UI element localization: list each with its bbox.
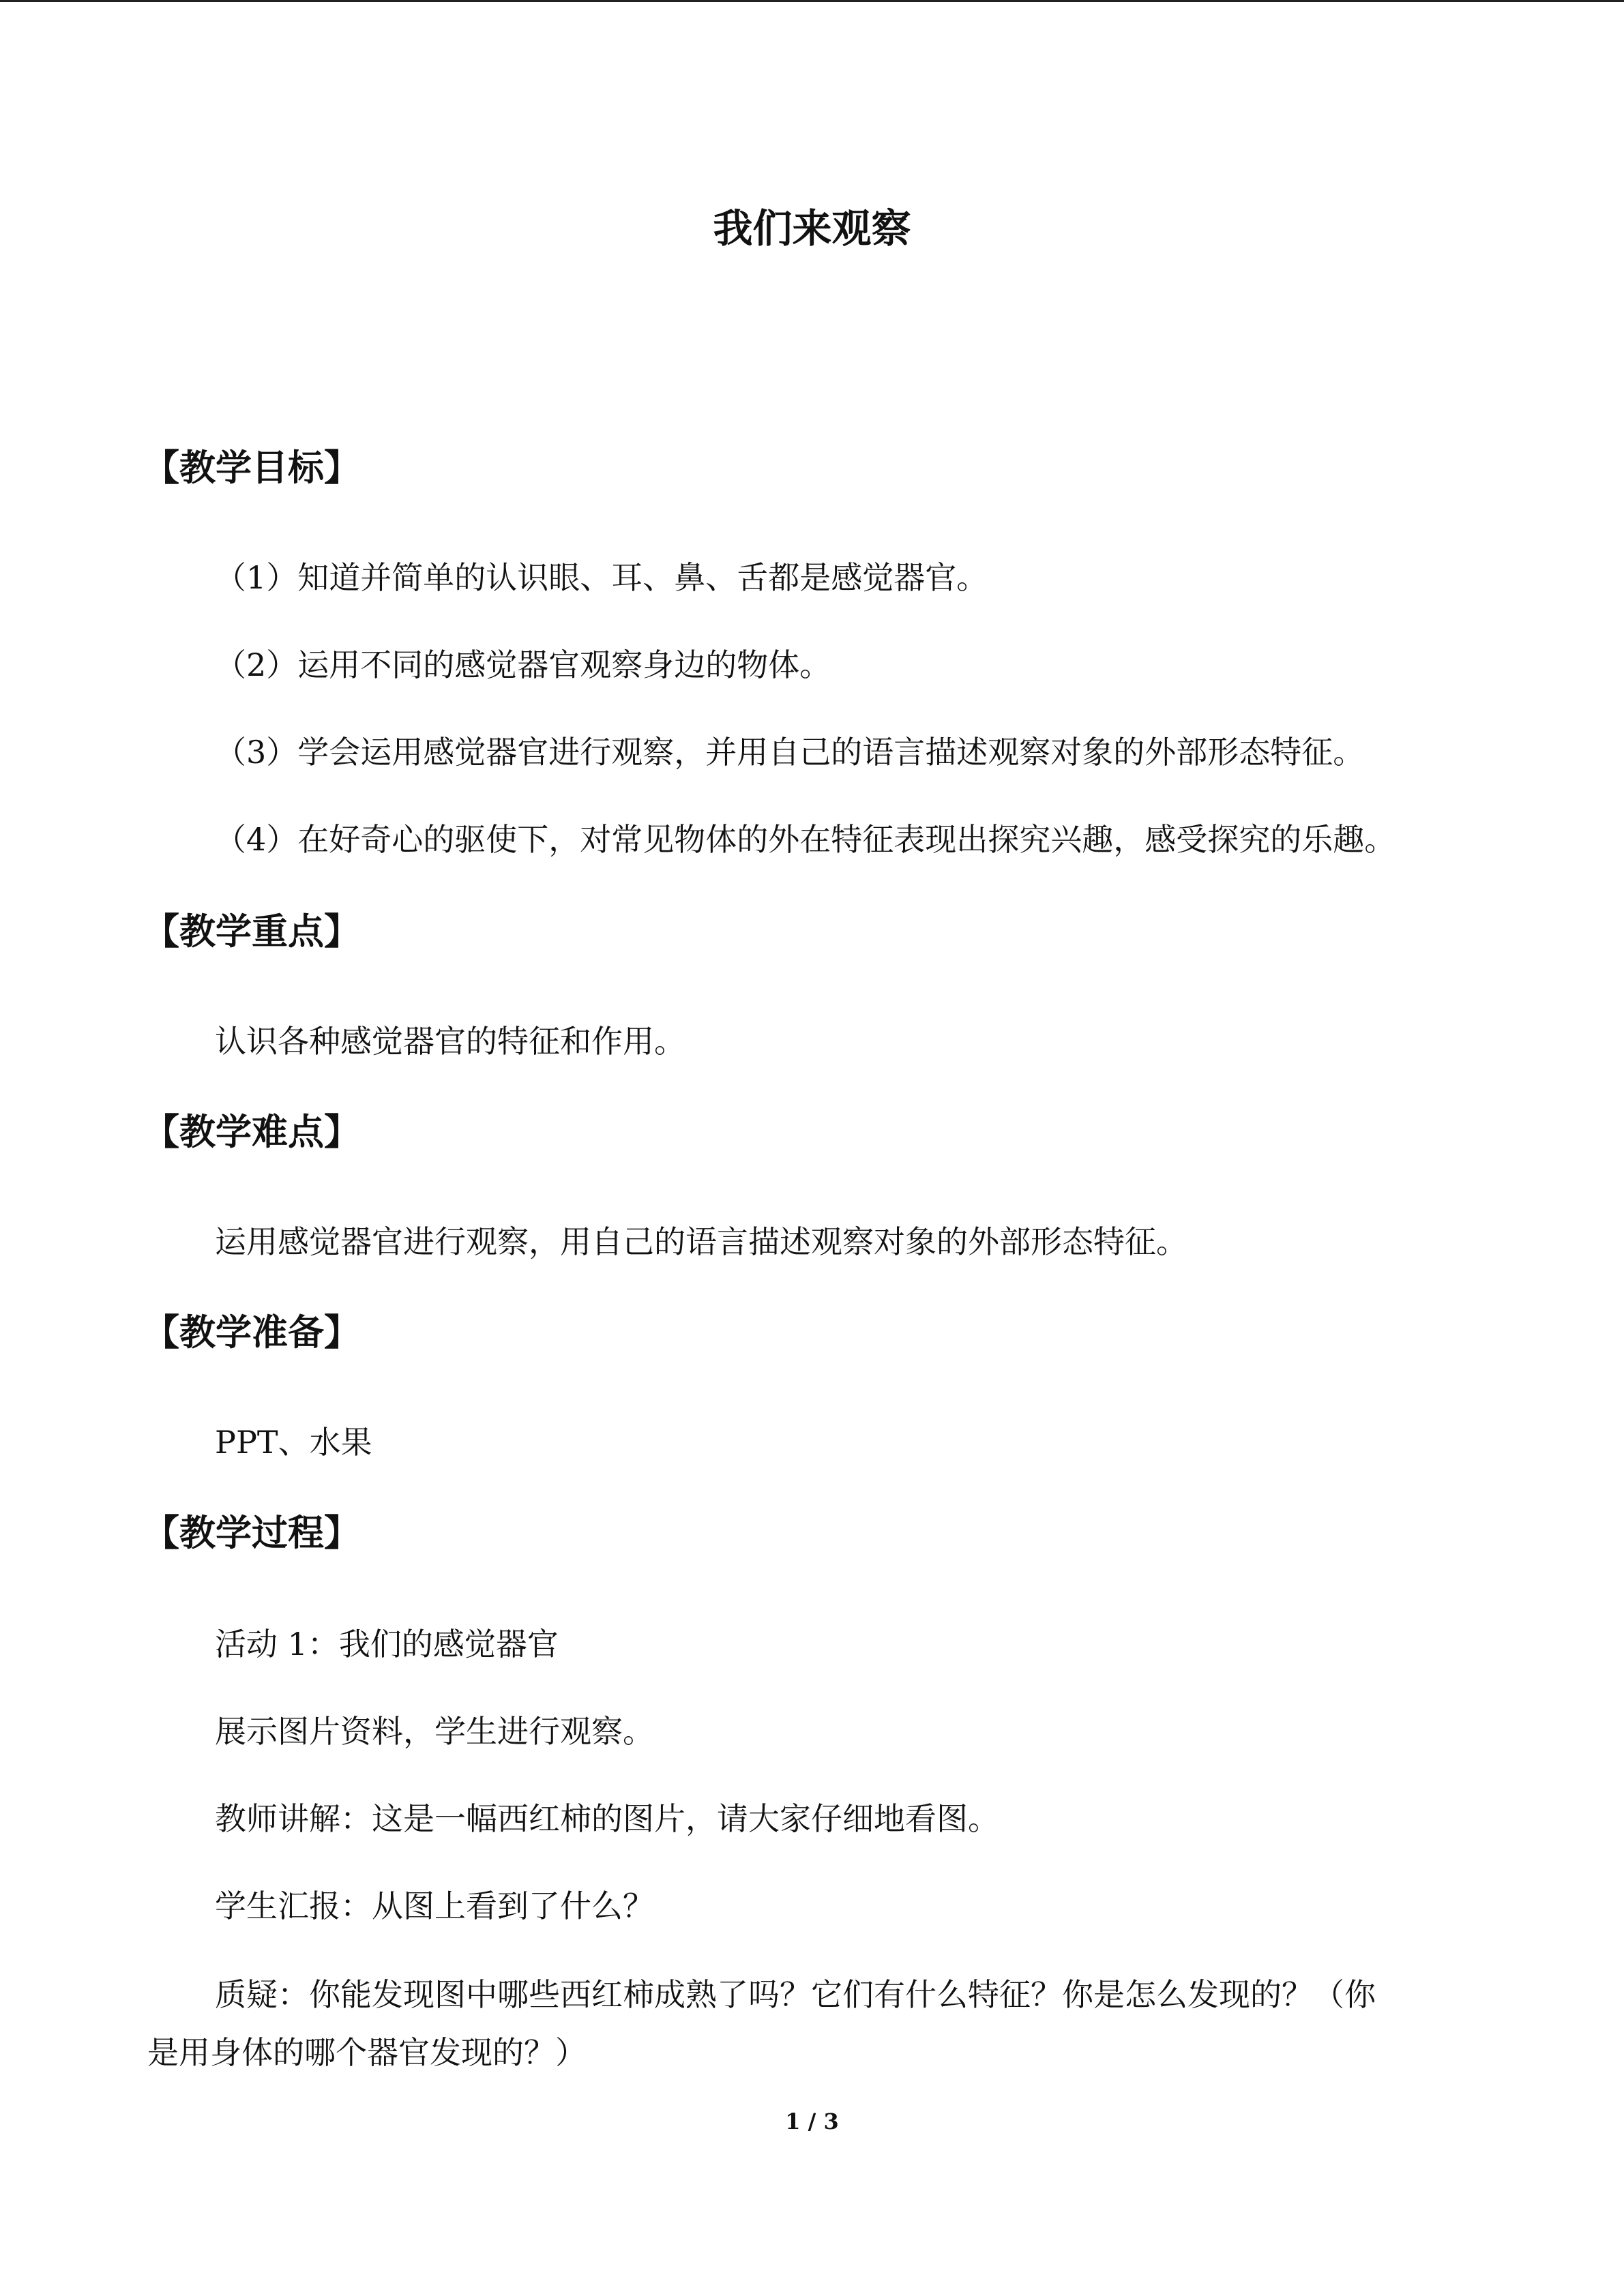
process-line-continued: 是用身体的哪个器官发现的？） (147, 2034, 587, 2071)
section-heading-difficulties: 【教学难点】 (143, 1111, 360, 1153)
top-border (0, 0, 1624, 2)
objective-line: （1）知道并简单的认识眼、耳、鼻、舌都是感觉器官。 (215, 559, 988, 596)
objective-line: （3）学会运用感觉器官进行观察，并用自己的语言描述观察对象的外部形态特征。 (215, 734, 1365, 771)
section-heading-key-points: 【教学重点】 (143, 910, 360, 953)
process-line: 学生汇报：从图上看到了什么？ (215, 1888, 654, 1924)
section-heading-process: 【教学过程】 (143, 1512, 360, 1554)
process-line: 质疑：你能发现图中哪些西红柿成熟了吗？它们有什么特征？你是怎么发现的？（你 (215, 1976, 1376, 2013)
page-title: 我们来观察 (713, 205, 911, 252)
process-line: 展示图片资料，学生进行观察。 (215, 1713, 654, 1750)
preparation-line: PPT、水果 (215, 1424, 372, 1461)
section-heading-objectives: 【教学目标】 (143, 447, 360, 489)
difficulty-line: 运用感觉器官进行观察，用自己的语言描述观察对象的外部形态特征。 (215, 1223, 1187, 1260)
process-line: 活动 1：我们的感觉器官 (215, 1626, 559, 1663)
objective-line: （2）运用不同的感觉器官观察身边的物体。 (215, 646, 831, 683)
page-number: 1 / 3 (785, 2108, 839, 2134)
section-heading-preparation: 【教学准备】 (143, 1311, 360, 1354)
process-line: 教师讲解：这是一幅西红柿的图片，请大家仔细地看图。 (215, 1800, 999, 1837)
key-point-line: 认识各种感觉器官的特征和作用。 (215, 1023, 685, 1060)
objective-line: （4）在好奇心的驱使下，对常见物体的外在特征表现出探究兴趣，感受探究的乐趣。 (215, 821, 1396, 858)
